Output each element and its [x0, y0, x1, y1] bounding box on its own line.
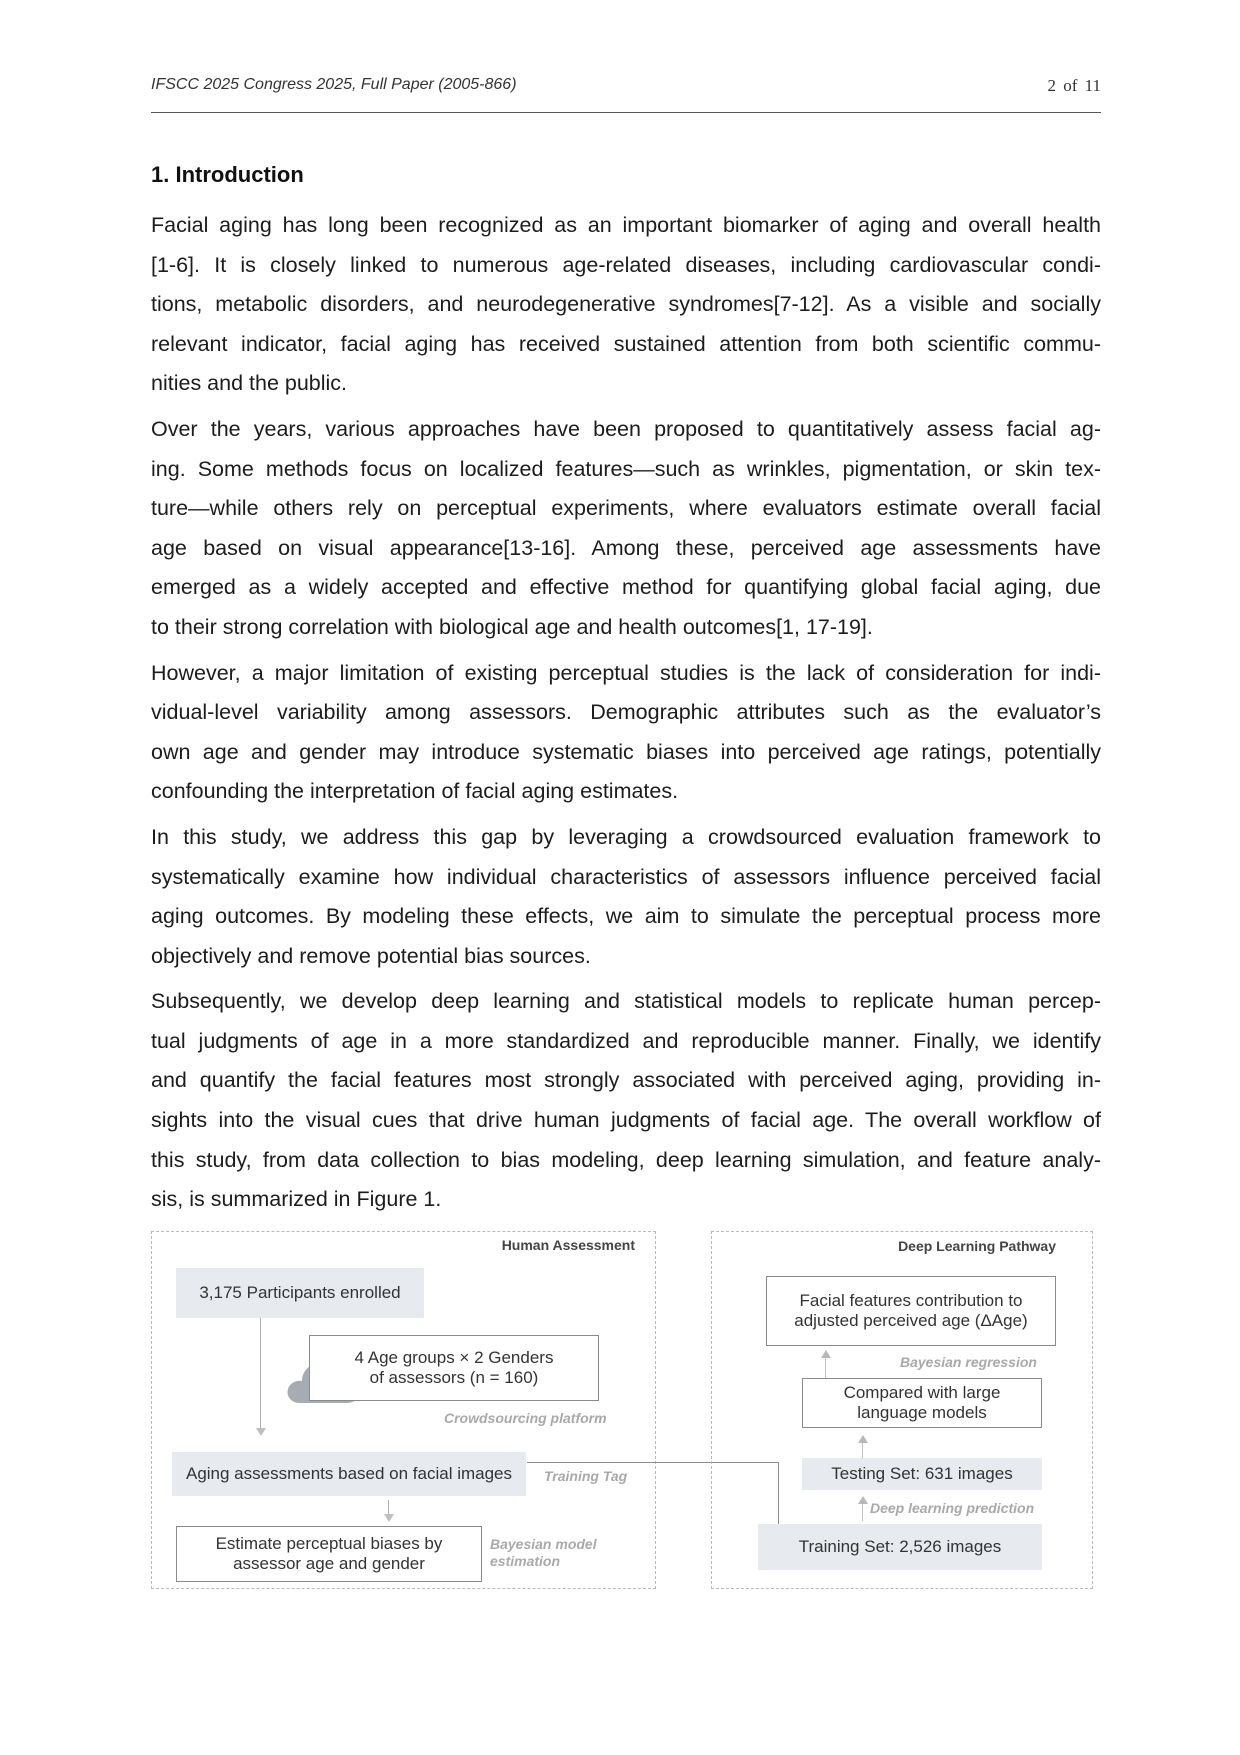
assessor-line: assessor age and gender — [233, 1554, 425, 1573]
text-line: confounding the interpretation of facial aging estimates. — [151, 779, 679, 804]
human-assessment-panel — [151, 1231, 656, 1589]
text-line: own age and gender may introduce systematic biases into perceived age ratings, potentially — [151, 739, 1101, 764]
bayesian-model-line: Bayesian model — [490, 1536, 597, 1552]
paragraph-4 — [151, 818, 1101, 976]
text-line: However, a major limitation of existing perceptual studies is the lack of consideration for indi- — [151, 660, 1101, 685]
arrow-up-icon — [858, 1435, 868, 1443]
aging-assessments-label: Aging assessments based on facial images — [185, 1464, 512, 1483]
text-line: In this study, we address this gap by leveraging a crowdsourced evaluation framework to — [151, 824, 1101, 849]
text-line: [1-6]. It is closely linked to numerous age-related diseases, including cardiovascular condi- — [151, 252, 1101, 277]
text-line: age based on visual appearance[13-16]. Among these, perceived age assessments have — [151, 535, 1101, 560]
age-groups-box — [309, 1335, 599, 1401]
section-heading: 1. Introduction — [151, 162, 304, 187]
text-line: tual judgments of age in a more standardized and reproducible manner. Finally, we identify — [151, 1028, 1101, 1053]
text-line: emerged as a widely accepted and effective method for quantifying global facial aging, due — [151, 575, 1101, 600]
training-tag: Training Tag — [544, 1468, 628, 1484]
participants-box — [176, 1268, 424, 1318]
features-line: Facial features contribution to — [799, 1291, 1023, 1310]
arrow-down-icon — [256, 1428, 266, 1436]
text-line: ture—while others rely on perceptual experiments, where evaluators estimate overall facial — [151, 496, 1101, 521]
estimate-line: Estimate perceptual biases by — [215, 1534, 443, 1553]
connector-line — [260, 1318, 261, 1430]
text-line: sights into the visual cues that drive human judgments of facial age. The overall workflow of — [151, 1108, 1101, 1133]
age-groups-line: 4 Age groups × 2 Genders — [354, 1348, 554, 1367]
features-contribution-box — [766, 1276, 1056, 1346]
text-line: Facial aging has long been recognized as an important biomarker of aging and overall health — [151, 213, 1101, 237]
text-line: relevant indicator, facial aging has received sustained attention from both scientific commu- — [151, 331, 1101, 356]
testing-set-box — [802, 1458, 1042, 1490]
adjusted-age-line: adjusted perceived age (ΔAge) — [794, 1311, 1028, 1330]
text-line: and quantify the facial features most strongly associated with perceived aging, providing in- — [151, 1068, 1101, 1093]
bayesian-regression-tag: Bayesian regression — [900, 1354, 1037, 1370]
text-line: aging outcomes. By modeling these effects, we aim to simulate the perceptual process more — [151, 904, 1101, 929]
estimation-line: estimation — [490, 1553, 561, 1569]
text-line: vidual-level variability among assessors. Demographic attributes such as the evaluator’s — [151, 700, 1101, 725]
text-line: tions, metabolic disorders, and neurodegenerative syndromes[7-12]. As a visible and socially — [151, 292, 1101, 317]
assessors-line: of assessors (n = 160) — [369, 1368, 539, 1387]
figure-1-workflow — [151, 1231, 1101, 1591]
panel-title: Human Assessment — [501, 1237, 635, 1253]
running-header — [151, 76, 1101, 113]
bayesian-model-tag — [490, 1536, 597, 1570]
text-line: Subsequently, we develop deep learning and statistical models to replicate human percep- — [151, 989, 1101, 1014]
compared-line: Compared with large — [843, 1383, 1001, 1402]
text-line: ing. Some methods focus on localized features—such as wrinkles, pigmentation, or skin tex- — [151, 456, 1101, 481]
text-line: to their strong correlation with biological age and health outcomes[1, 17-19]. — [151, 614, 873, 639]
paragraph-5 — [151, 982, 1101, 1220]
connector-line — [862, 1442, 863, 1458]
paragraph-3 — [151, 654, 1101, 812]
text-line: this study, from data collection to bias modeling, deep learning simulation, and feature analy- — [151, 1147, 1101, 1172]
testing-set-label: Testing Set: 631 images — [831, 1464, 1013, 1483]
crowdsourcing-tag: Crowdsourcing platform — [444, 1410, 607, 1426]
paragraph-2 — [151, 410, 1101, 648]
text-line: Over the years, various approaches have been proposed to quantitatively assess facial ag- — [151, 416, 1101, 441]
text-line: objectively and remove potential bias sources. — [151, 943, 591, 968]
training-set-label: Training Set: 2,526 images — [798, 1537, 1002, 1556]
deep-learning-prediction-tag: Deep learning prediction — [870, 1500, 1035, 1516]
deep-learning-panel — [711, 1231, 1093, 1589]
arrow-up-icon — [821, 1350, 831, 1358]
arrow-up-icon — [858, 1496, 868, 1504]
paragraph-1 — [151, 206, 1101, 404]
compared-llm-box — [802, 1378, 1042, 1428]
llm-line: language models — [857, 1403, 987, 1422]
text-line: systematically examine how individual characteristics of assessors influence perceived facial — [151, 864, 1101, 889]
training-set-box — [758, 1524, 1042, 1570]
arrow-down-icon — [384, 1514, 394, 1522]
estimate-biases-box — [176, 1526, 482, 1582]
page-number: 2 of 11 — [1047, 76, 1101, 95]
body-text — [151, 206, 1101, 1226]
connector-line — [862, 1503, 863, 1521]
participants-label: 3,175 Participants enrolled — [199, 1283, 401, 1302]
panel-title: Deep Learning Pathway — [898, 1238, 1056, 1254]
text-line: sis, is summarized in Figure 1. — [151, 1187, 442, 1212]
running-title: IFSCC 2025 Congress 2025, Full Paper (2005-866) — [151, 76, 517, 93]
text-line: nities and the public. — [151, 371, 348, 396]
aging-assessments-box — [172, 1452, 526, 1496]
